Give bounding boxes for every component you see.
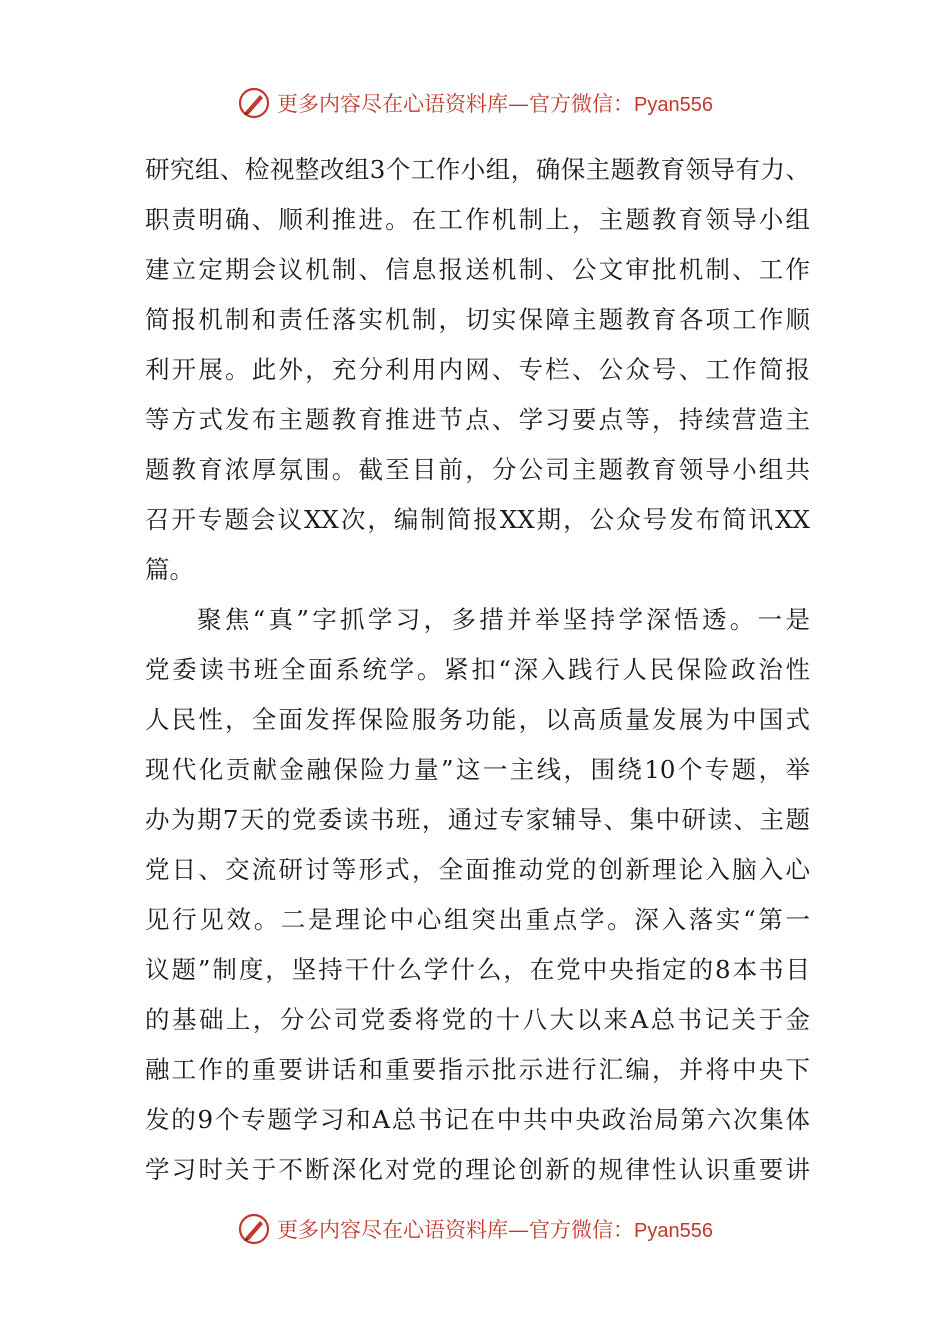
banner-text <box>277 88 713 118</box>
banner-label: 更多内容尽在心语资料库—官方微信： <box>277 1218 635 1242</box>
body-line: 发的9个专题学习和A总书记在中共中央政治局第六次集体 <box>145 1105 810 1134</box>
body-line: 见行见效。二是理论中心组突出重点学。深入落实“第一 <box>145 905 810 934</box>
body-line: 篇。 <box>145 555 194 584</box>
body-line: 党日、交流研讨等形式，全面推动党的创新理论入脑入心 <box>145 855 810 884</box>
body-line: 人民性，全面发挥保险服务功能，以高质量发展为中国式 <box>145 705 810 734</box>
body-line: 建立定期会议机制、信息报送机制、公文审批机制、工作 <box>145 255 810 284</box>
body-line: 简报机制和责任落实机制，切实保障主题教育各项工作顺 <box>145 305 810 334</box>
pen-logo-icon <box>237 86 271 120</box>
body-line: 办为期7天的党委读书班，通过专家辅导、集中研读、主题 <box>145 805 810 834</box>
body-line-paragraph-start: 聚焦“真”字抓学习，多措并举坚持学深悟透。一是 <box>197 605 810 634</box>
body-line: 议题”制度，坚持干什么学什么，在党中央指定的8本书目 <box>145 955 810 984</box>
banner-text <box>277 1214 713 1244</box>
pen-logo-icon <box>237 1212 271 1246</box>
body-line: 召开专题会议XX次，编制简报XX期，公众号发布简讯XX <box>145 505 810 534</box>
banner-label: 更多内容尽在心语资料库—官方微信： <box>277 92 635 116</box>
body-line: 融工作的重要讲话和重要指示批示进行汇编，并将中央下 <box>145 1055 810 1084</box>
body-line: 等方式发布主题教育推进节点、学习要点等，持续营造主 <box>145 405 810 434</box>
body-line: 的基础上，分公司党委将党的十八大以来A总书记关于金 <box>145 1005 810 1034</box>
body-line: 题教育浓厚氛围。截至目前，分公司主题教育领导小组共 <box>145 455 810 484</box>
banner-wechat-handle: Pyan556 <box>634 94 713 116</box>
body-line: 利开展。此外，充分利用内网、专栏、公众号、工作简报 <box>145 355 810 384</box>
body-line: 学习时关于不断深化对党的理论创新的规律性认识重要讲 <box>145 1155 810 1184</box>
page-footer-banner <box>0 1212 950 1246</box>
document-body <box>145 145 810 1195</box>
body-line: 职责明确、顺利推进。在工作机制上，主题教育领导小组 <box>145 205 810 234</box>
page-header-banner <box>0 86 950 120</box>
body-line: 研究组、检视整改组3个工作小组，确保主题教育领导有力、 <box>145 155 810 184</box>
banner-wechat-handle: Pyan556 <box>634 1220 713 1242</box>
body-line: 党委读书班全面系统学。紧扣“深入践行人民保险政治性 <box>145 655 810 684</box>
body-line: 现代化贡献金融保险力量”这一主线，围绕10个专题，举 <box>145 755 810 784</box>
